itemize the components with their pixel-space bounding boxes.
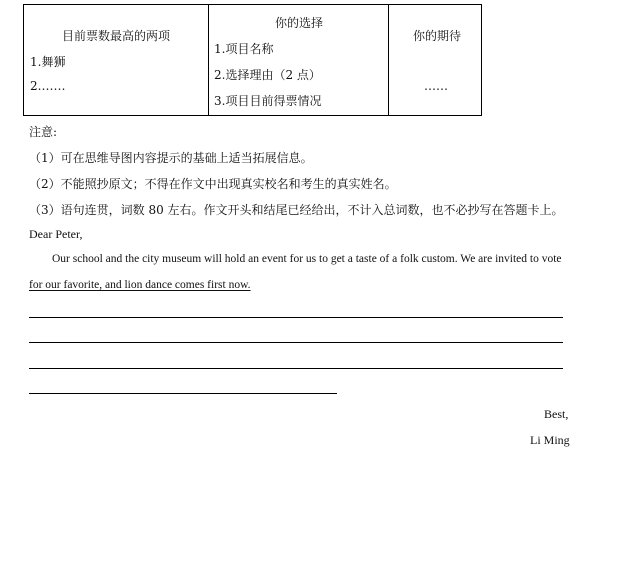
writing-line-3: [29, 368, 563, 369]
writing-line-2: [29, 342, 563, 343]
col1-item2: 2.……: [30, 79, 66, 93]
col3-item1: ……: [424, 79, 448, 93]
letter-body-line-2: for our favorite, and lion dance comes first now.: [29, 279, 251, 291]
letter-body-line-1: Our school and the city museum will hold an event for us to get a taste of a folk custom. We are invited to vote: [52, 253, 562, 265]
writing-line-4: [29, 393, 337, 394]
note-1: （1）可在思维导图内容提示的基础上适当拓展信息。: [29, 151, 313, 165]
table-divider-2: [388, 5, 389, 115]
col2-header: 你的选择: [275, 16, 324, 30]
notes-title: 注意:: [29, 125, 58, 139]
col1-item1: 1.舞狮: [30, 55, 66, 69]
col1-header: 目前票数最高的两项: [62, 29, 171, 43]
note-2: （2）不能照抄原文；不得在作文中出现真实校名和考生的真实姓名。: [29, 177, 397, 191]
table-divider-1: [208, 5, 209, 115]
col2-item3: 3.项目目前得票情况: [214, 94, 322, 108]
choice-table: [23, 4, 482, 116]
col2-item2: 2.选择理由（2 点）: [214, 68, 321, 82]
note-3: （3）语句连贯，词数 80 左右。作文开头和结尾已经给出，不计入总词数，也不必抄写在答题卡上。: [29, 203, 564, 217]
letter-closing: Best,: [544, 407, 569, 421]
col3-header: 你的期待: [413, 29, 462, 43]
letter-signature: Li Ming: [530, 433, 570, 447]
writing-line-1: [29, 317, 563, 318]
letter-greeting: Dear Peter,: [29, 227, 83, 241]
col2-item1: 1.项目名称: [214, 42, 274, 56]
